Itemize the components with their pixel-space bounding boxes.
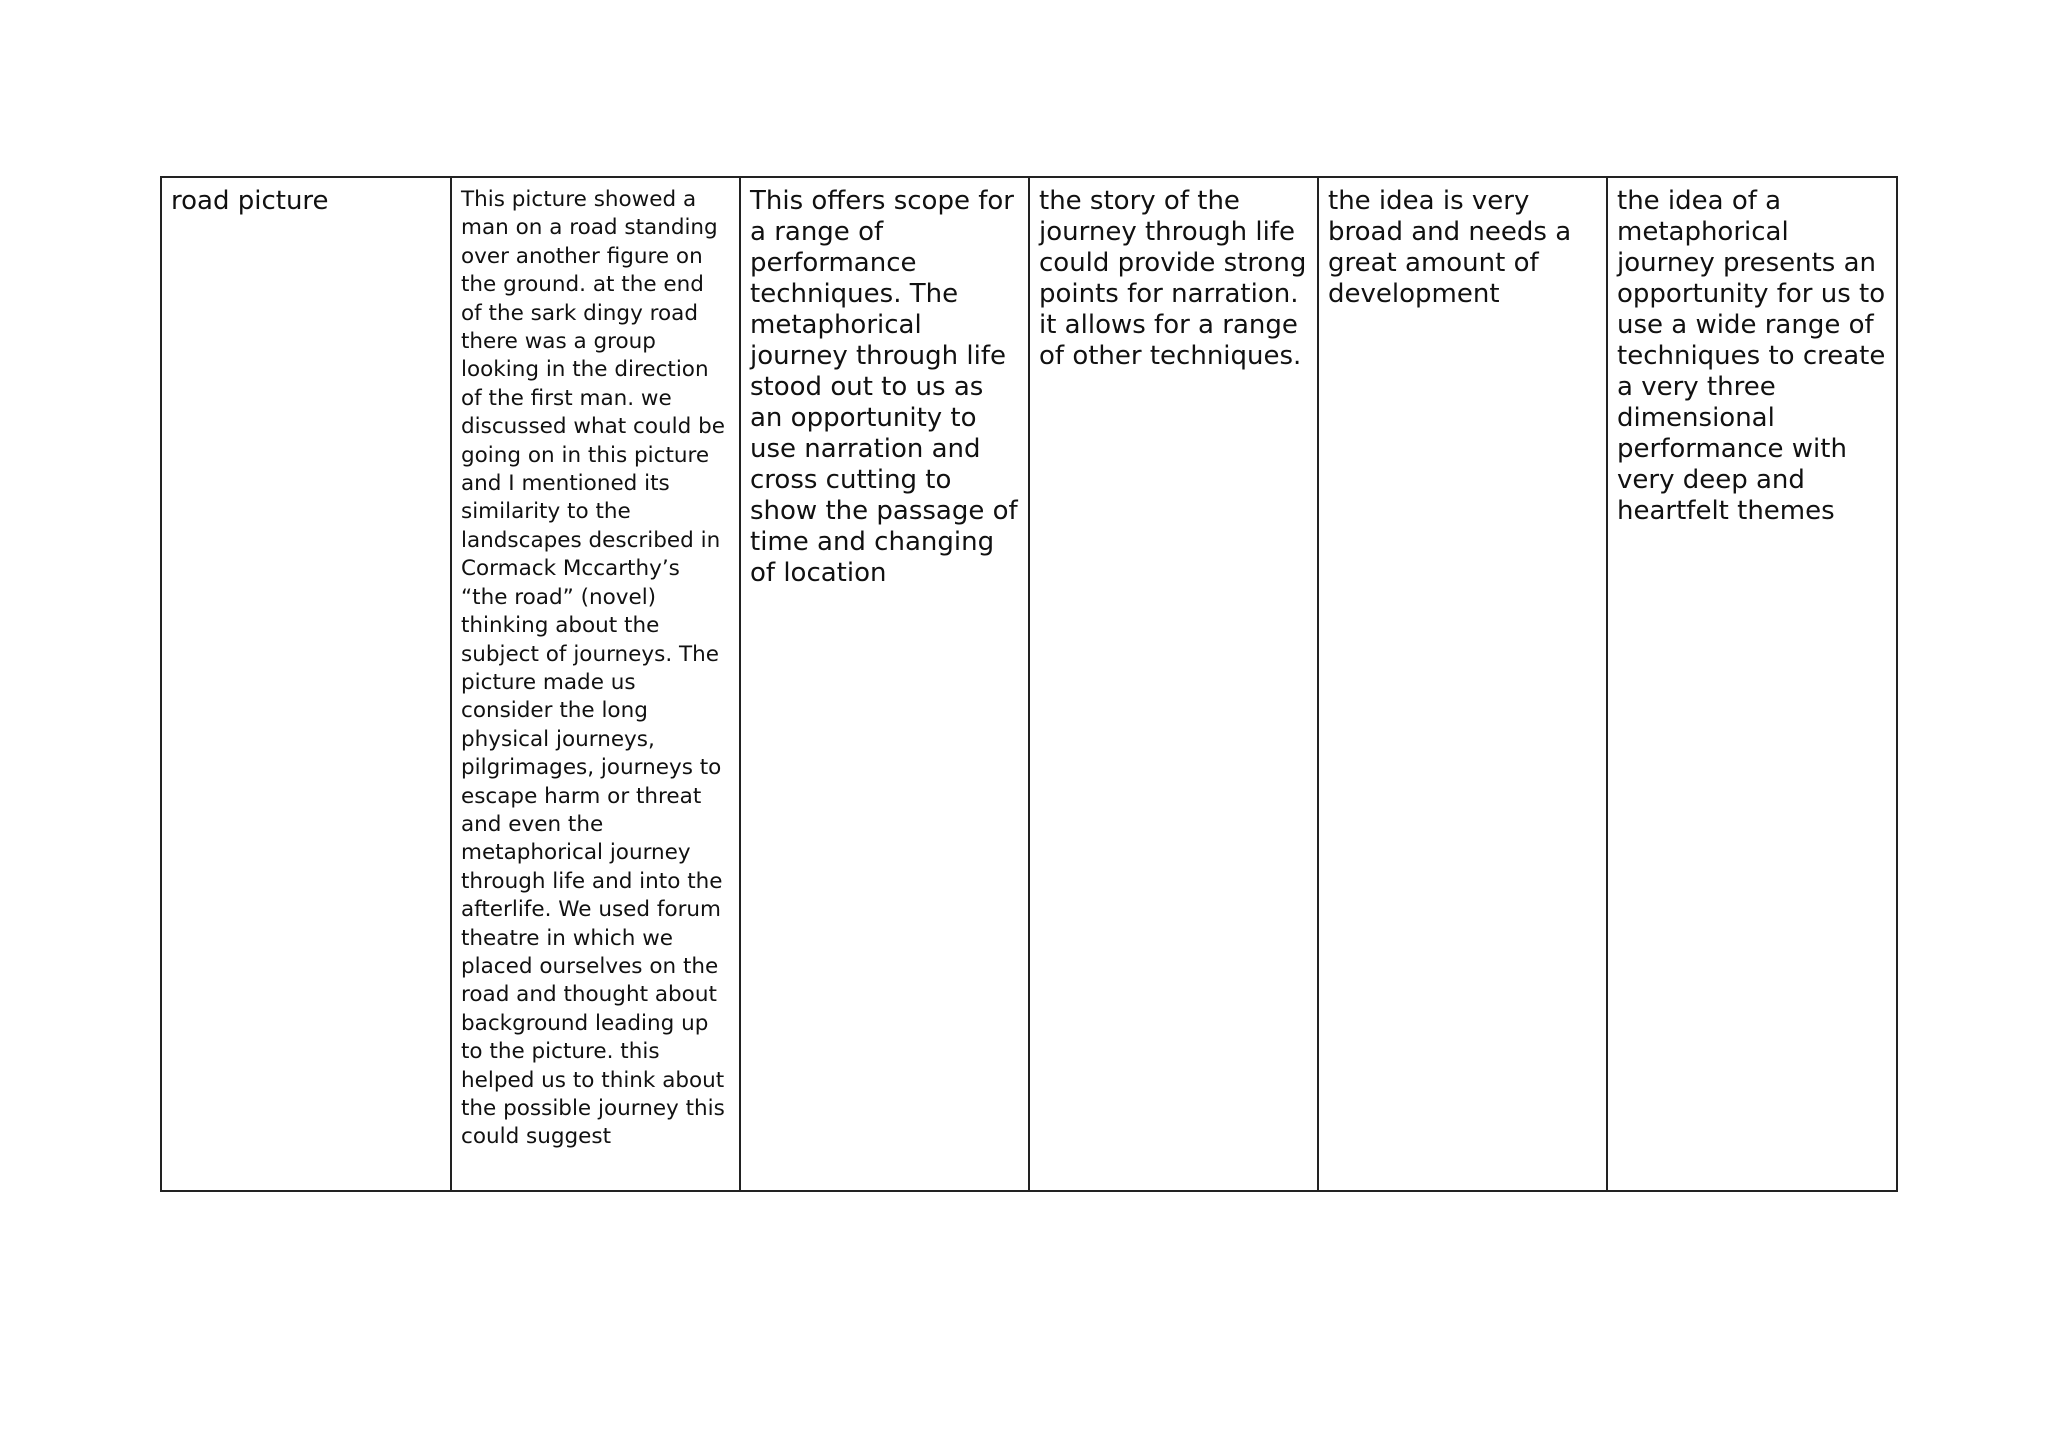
table-cell-description: This picture showed a man on a road standing over another figure on the ground. at the end of the sark dingy road there was a group looking in the direction of the first man. we discussed what could be going on in this picture and I mentioned its similarity to the landscapes described in Cormack Mccarthy’s “the road” (novel) thinking about the subject of journeys. The picture made us consider the long physical journeys, pilgrimages, journeys to escape harm or threat and even the metaphorical journey through life and into the afterlife. We used forum theatre in which we placed ourselves on the road and thought about background leading up to the picture. this helped us to think about the possible journey this could suggest	[451, 177, 740, 1191]
table-cell-opportunity: the idea of a metaphorical journey presents an opportunity for us to use a wide range of techniques to create a very three dimensional performance with very deep and heartfelt themes	[1607, 177, 1897, 1191]
table-cell-development: the idea is very broad and needs a great amount of development	[1318, 177, 1607, 1191]
document-table	[160, 176, 1898, 1192]
table-row	[161, 177, 1897, 1191]
table-cell-title: road picture	[161, 177, 451, 1191]
table-cell-performance-scope: This offers scope for a range of performance techniques. The metaphorical journey through life stood out to us as an opportunity to use narration and cross cutting to show the passage of time and changing of location	[740, 177, 1029, 1191]
table-cell-narration: the story of the journey through life could provide strong points for narration. it allows for a range of other techniques.	[1029, 177, 1318, 1191]
